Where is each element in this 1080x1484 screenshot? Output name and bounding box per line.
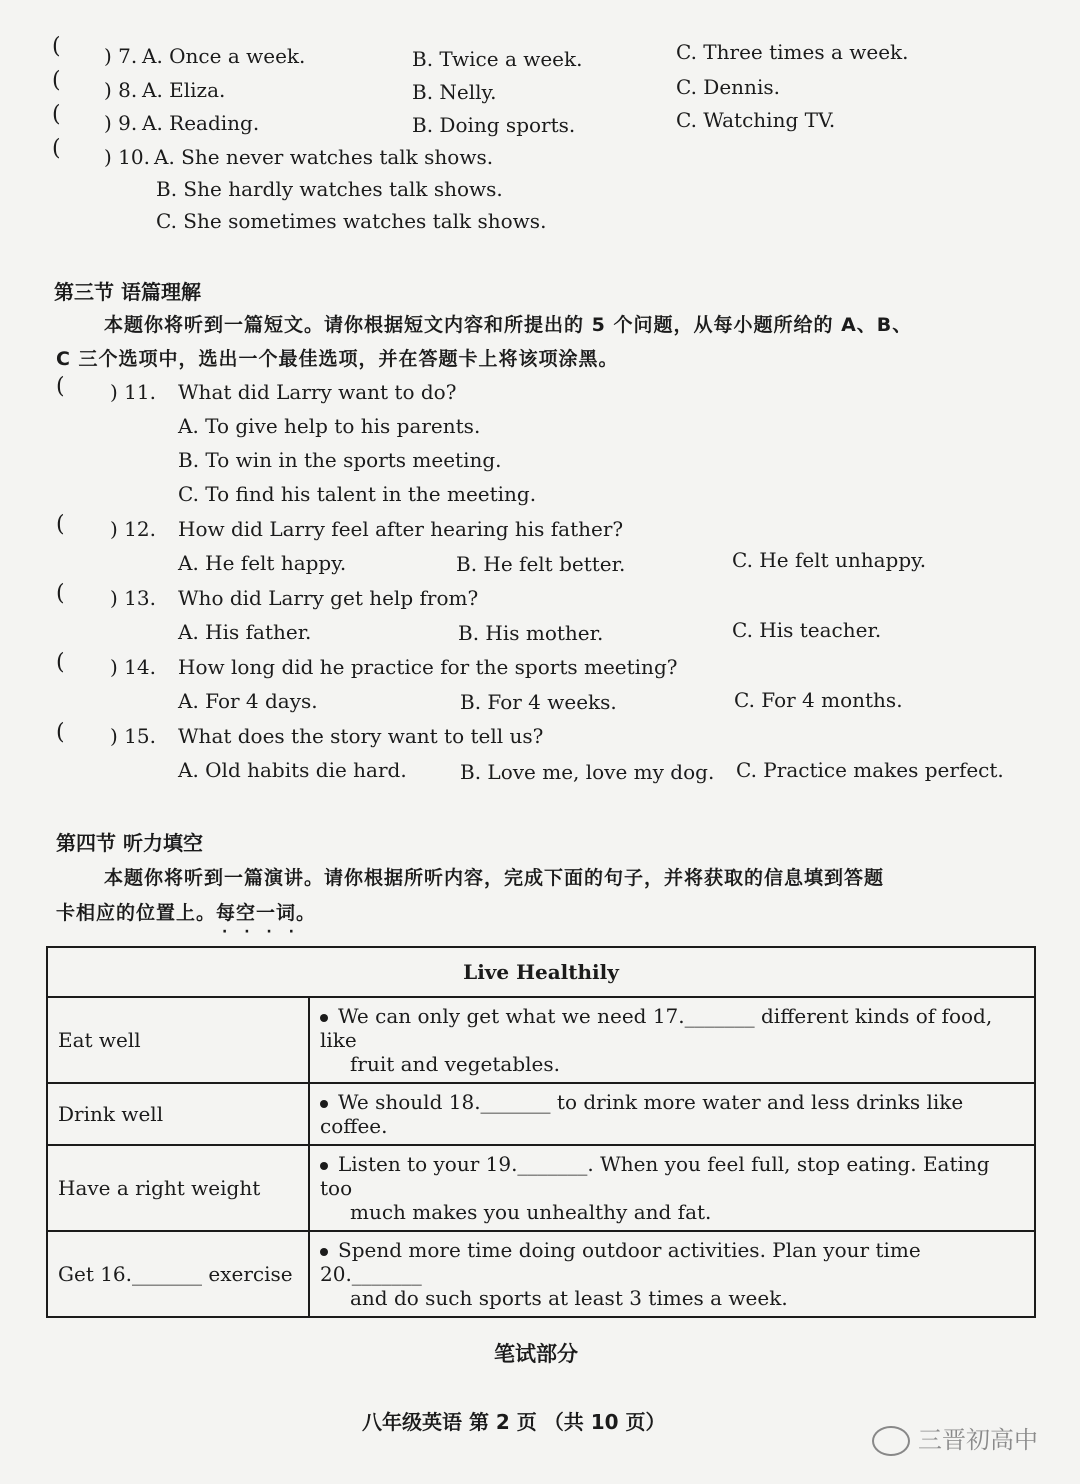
q12-option-b: B. He felt better. <box>456 552 626 576</box>
table-title-row <box>47 947 1035 997</box>
section3-instruction-line1: 本题你将听到一篇短文。请你根据短文内容和所提出的 5 个问题，从每小题所给的 A、B、 <box>104 314 913 336</box>
q9-option-b: B. Doing sports. <box>412 113 576 137</box>
row-content <box>309 1145 1035 1231</box>
q10-option-a: A. She never watches talk shows. <box>154 145 494 169</box>
row-content <box>309 1231 1035 1317</box>
row-label: Drink well <box>47 1083 309 1145</box>
q8-option-a: A. Eliza. <box>142 78 226 102</box>
q12-number: ) 12. <box>110 517 156 541</box>
section3-instruction-line2: C 三个选项中，选出一个最佳选项，并在答题卡上将该项涂黑。 <box>56 348 619 370</box>
q14-option-c: C. For 4 months. <box>734 688 903 712</box>
answer-paren: ( <box>56 374 65 399</box>
answer-paren: ( <box>56 512 65 537</box>
q12-option-c: C. He felt unhappy. <box>732 548 927 572</box>
q11-option-a: A. To give help to his parents. <box>178 414 481 438</box>
bullet-icon <box>320 1162 328 1170</box>
table-row <box>47 1083 1035 1145</box>
q15-number: ) 15. <box>110 724 156 748</box>
answer-paren: ( <box>56 581 65 606</box>
q13-option-c: C. His teacher. <box>732 618 882 642</box>
q14-option-b: B. For 4 weeks. <box>460 690 617 714</box>
row-line2: and do such sports at least 3 times a week. <box>350 1286 788 1310</box>
row-label: Eat well <box>47 997 309 1083</box>
row-line1: We should 18._______ to drink more water and less drinks like coffee. <box>320 1090 964 1138</box>
q13-question: Who did Larry get help from? <box>178 586 479 610</box>
row-line1: Listen to your 19._______. When you feel full, stop eating. Eating too <box>320 1152 990 1200</box>
q14-number: ) 14. <box>110 655 156 679</box>
answer-paren: ( <box>52 34 61 59</box>
q7-option-c: C. Three times a week. <box>676 40 909 64</box>
table-row <box>47 1145 1035 1231</box>
q8-number: ) 8. <box>104 78 138 102</box>
q10-option-b: B. She hardly watches talk shows. <box>156 177 503 201</box>
q11-option-b: B. To win in the sports meeting. <box>178 448 502 472</box>
section4-instruction-line1: 本题你将听到一篇演讲。请你根据所听内容，完成下面的句子，并将获取的信息填到答题 <box>104 867 885 889</box>
answer-paren: ( <box>56 720 65 745</box>
row-label: Have a right weight <box>47 1145 309 1231</box>
page-footer: 八年级英语 第 2 页 （共 10 页） <box>362 1410 666 1434</box>
q9-option-c: C. Watching TV. <box>676 108 836 132</box>
bullet-icon <box>320 1248 328 1256</box>
q7-number: ) 7. <box>104 44 138 68</box>
q10-option-c: C. She sometimes watches talk shows. <box>156 209 547 233</box>
q13-option-b: B. His mother. <box>458 621 604 645</box>
section4-instruction-line2 <box>56 898 316 925</box>
q15-question: What does the story want to tell us? <box>178 724 544 748</box>
q12-option-a: A. He felt happy. <box>178 551 347 575</box>
answer-paren: ( <box>52 68 61 93</box>
q10-number: ) 10. <box>104 145 150 169</box>
q13-number: ) 13. <box>110 586 156 610</box>
row-line2: much makes you unhealthy and fat. <box>350 1200 712 1224</box>
answer-paren: ( <box>52 136 61 161</box>
q11-number: ) 11. <box>110 380 156 404</box>
table-row <box>47 997 1035 1083</box>
q14-option-a: A. For 4 days. <box>178 689 318 713</box>
q12-question: How did Larry feel after hearing his father? <box>178 517 624 541</box>
section3-heading: 第三节 语篇理解 <box>54 280 201 304</box>
row-line1: Spend more time doing outdoor activities. Plan your time 20._______ <box>320 1238 921 1286</box>
q8-option-c: C. Dennis. <box>676 75 780 99</box>
row-line1: We can only get what we need 17._______ different kinds of food, like <box>320 1004 993 1052</box>
q11-option-c: C. To find his talent in the meeting. <box>178 482 537 506</box>
watermark-text: 三晋初高中 <box>918 1426 1038 1454</box>
live-healthily-table <box>46 946 1036 1318</box>
answer-paren: ( <box>52 102 61 127</box>
q15-option-b: B. Love me, love my dog. <box>460 760 715 784</box>
row-content <box>309 1083 1035 1145</box>
q9-option-a: A. Reading. <box>142 111 260 135</box>
q9-number: ) 9. <box>104 111 138 135</box>
q14-question: How long did he practice for the sports meeting? <box>178 655 678 679</box>
row-content <box>309 997 1035 1083</box>
table-title: Live Healthily <box>47 947 1035 997</box>
section4-heading: 第四节 听力填空 <box>56 831 203 855</box>
q15-option-a: A. Old habits die hard. <box>178 758 407 782</box>
q7-option-a: A. Once a week. <box>142 44 306 68</box>
q8-option-b: B. Nelly. <box>412 80 497 104</box>
q13-option-a: A. His father. <box>178 620 312 644</box>
q15-option-c: C. Practice makes perfect. <box>736 758 1004 782</box>
wechat-icon <box>872 1426 910 1456</box>
instruction-text: 卡相应的位置上。 <box>56 902 217 924</box>
row-line2: fruit and vegetables. <box>350 1052 560 1076</box>
emphasis-text: 每空一词。 · · · · <box>216 902 316 924</box>
table-row <box>47 1231 1035 1317</box>
q11-question: What did Larry want to do? <box>178 380 457 404</box>
bullet-icon <box>320 1100 328 1108</box>
watermark <box>872 1420 1038 1456</box>
row-label: Get 16._______ exercise <box>47 1231 309 1317</box>
written-part-title: 笔试部分 <box>494 1342 578 1366</box>
answer-paren: ( <box>56 650 65 675</box>
bullet-icon <box>320 1014 328 1022</box>
q7-option-b: B. Twice a week. <box>412 47 583 71</box>
